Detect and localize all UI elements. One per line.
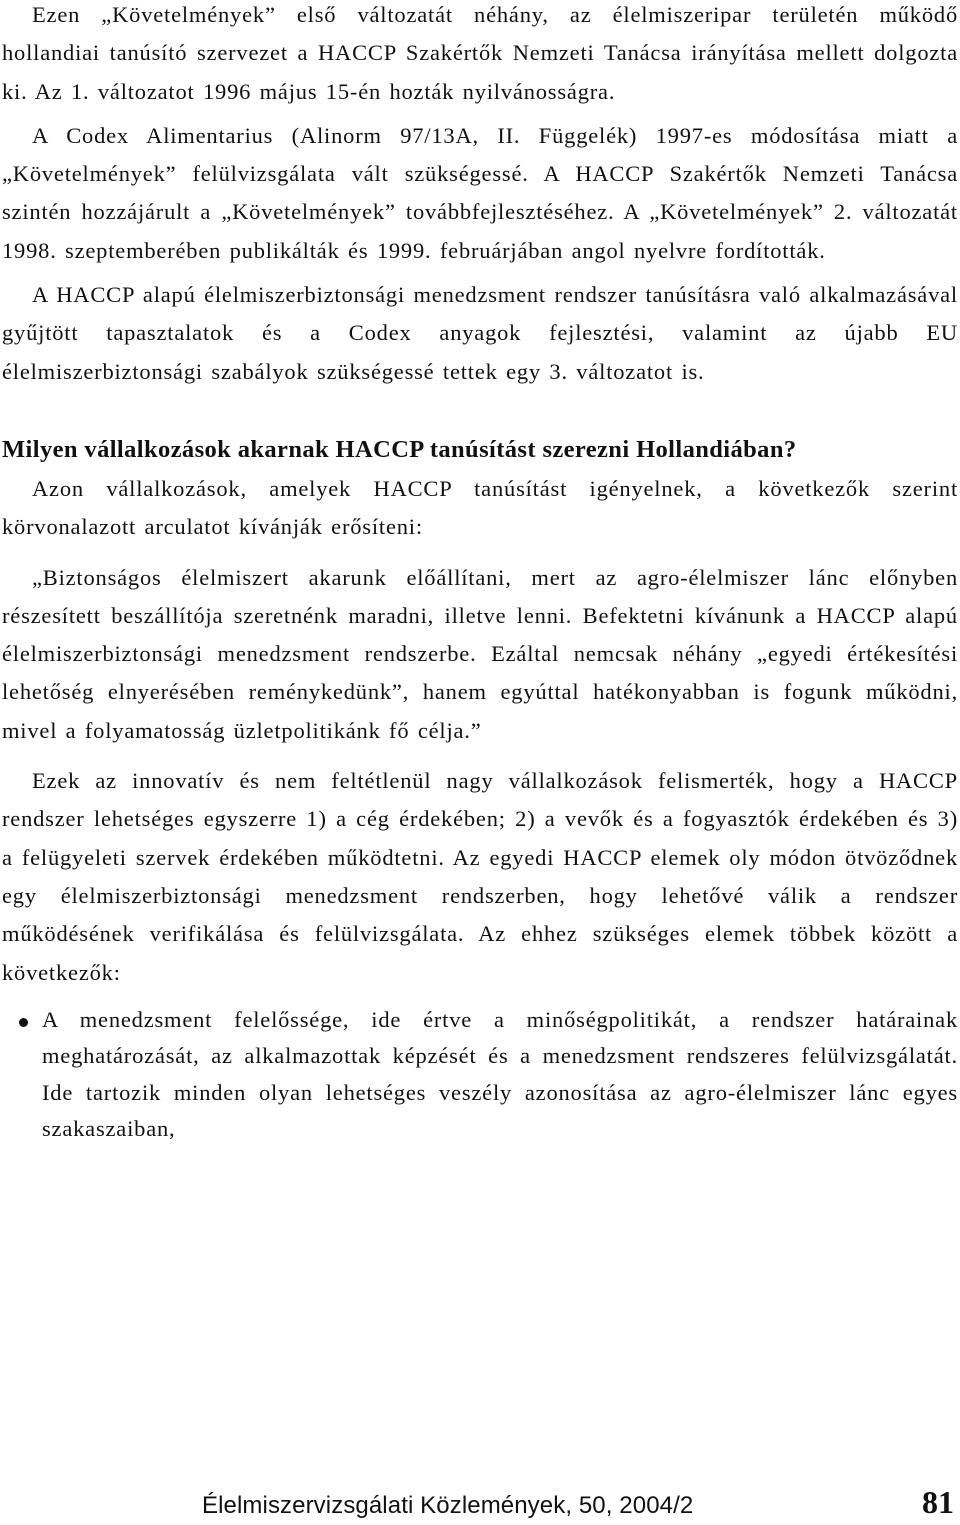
paragraph-companies: Azon vállalkozások, amelyek HACCP tanúsítást igényelnek, a következők szerint körvonalazott arculatot kívánják erősíteni: [2, 475, 958, 540]
footer-journal-citation: Élelmiszervizsgálati Közlemények, 50, 2004/2 [202, 1492, 694, 1519]
paragraph-codex-revision: A Codex Alimentarius (Alinorm 97/13A, II. Függelék) 1997-es módosítása miatt a „Követelmények” felülvizsgálata vált szükségessé. A HACCP Szakértők Nemzeti Tanácsa szintén hozzájárult a „Követelmények” továbbfejlesztéséhez. A „Követelmények” 2. változatát 1998. szeptemberében publikálták és 1999. februárjában angol nyelvre fordították. [2, 122, 958, 263]
bullet-icon [19, 1018, 28, 1027]
elements-list [2, 1002, 958, 1148]
paragraph-third-version: A HACCP alapú élelmiszerbiztonsági menedzsment rendszer tanúsításra való alkalmazásával gyűjtött tapasztalatok és a Codex anyagok fejlesztési, valamint az újabb EU élelmiszerbiztonsági szabályok szükségessé tettek egy 3. változatot is. [2, 282, 958, 384]
paragraph-versions-intro: Ezen „Követelmények” első változatát néhány, az élelmiszeripar területén működő hollandiai tanúsító szervezet a HACCP Szakértők Nemzeti Tanácsa irányítása mellett dolgozta ki. Az 1. változatot 1996 május 15-én hozták nyilvánosságra. [2, 2, 958, 104]
paragraph-innovative-companies: Ezek az innovatív és nem feltétlenül nagy vállalkozások felismerték, hogy a HACCP rendszer lehetséges egyszerre 1) a cég érdekében; 2) a vevők és a fogyasztók érdekében és 3) a felügyeleti szervek érdekében működtetni. Az egyedi HACCP elemek oly módon ötvöződnek egy élelmiszerbiztonsági menedzsment rendszerben, hogy lehetővé válik a rendszer működésének verifikálása és felülvizsgálata. Az ehhez szükséges elemek többek között a következők: [2, 768, 958, 985]
paragraph-quote: „Biztonságos élelmiszert akarunk előállítani, mert az agro-élelmiszer lánc előnyben részesített beszállítója szeretnénk maradni, illetve lenni. Befektetni kívánunk a HACCP alapú élelmiszerbiztonsági menedzsment rendszerbe. Ezáltal nemcsak néhány „egyedi értékesítési lehetőség elnyerésében reménykedünk”, hanem egyúttal hatékonyabban is fogunk működni, mivel a folyamatosság üzletpolitikánk fő célja.” [2, 564, 958, 743]
list-item-text: A menedzsment felelőssége, ide értve a minőségpolitikát, a rendszer határainak meghatározását, az alkalmazottak képzését és a menedzsment rendszeres felülvizsgálatát. Ide tartozik minden olyan lehetséges veszély azonosítása az agro-élelmiszer lánc egyes szakaszaiban, [42, 1006, 958, 1142]
document-body [2, 0, 958, 1148]
section-heading: Milyen vállalkozások akarnak HACCP tanúsítást szerezni Hollandiában? [2, 435, 797, 463]
page-number: 81 [922, 1484, 954, 1520]
page-footer [0, 1484, 960, 1522]
list-item [2, 1002, 958, 1148]
